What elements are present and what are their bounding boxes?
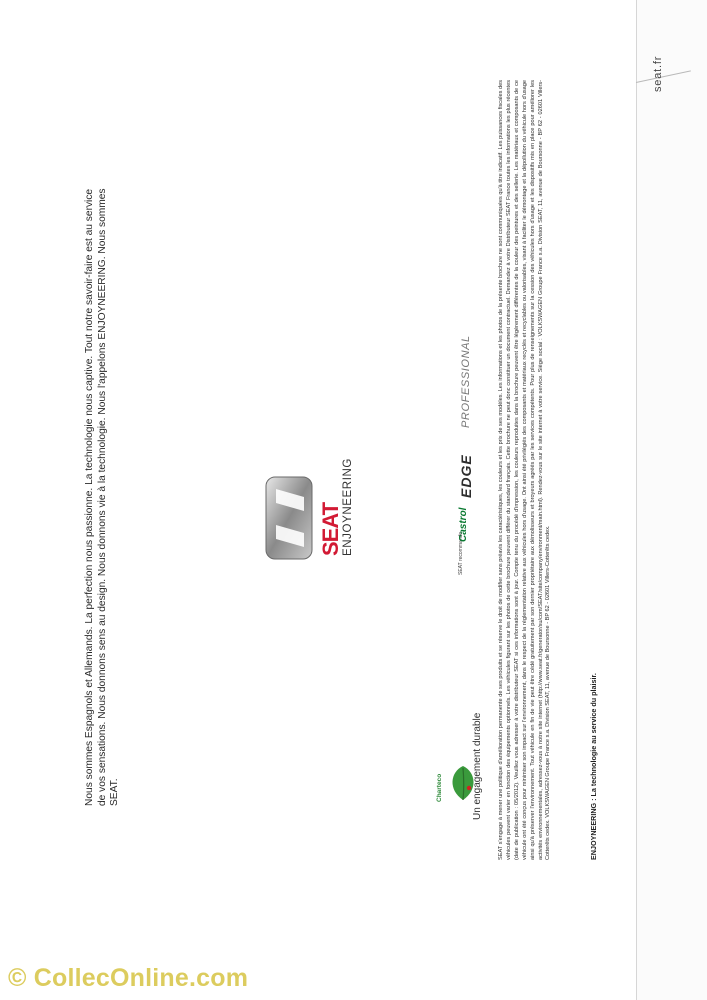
brand-tagline: ENJOYNEERING: [342, 458, 354, 556]
intro-text: Nous sommes Espagnols et Allemands. La perfection nous passionne. La technologie nous captive. Tout notre savoir-faire est au service de vos sensations. Nous donnons sens au design. Nous donnons vie à la technologie. Nous l'appelons ENJOYNEERING. Nous sommes SEAT.: [84, 188, 120, 806]
slogan-text: ENJOYNEERING : La technologie au service du plaisir.: [589, 673, 598, 860]
seat-logo-icon: [262, 467, 326, 603]
partner-label: SEAT recommande: [458, 531, 464, 575]
legal-text: SEAT s'engage à mener une politique d'amélioration permanente de ses produits et se réserve le droit de modifier sans préavis les caractéristiques, les couleurs et les prix de ses modèles. Les informations et les photos de la présente brochure ne sont communiquées qu'à titre indicatif. Les puissances fiscales des véhicules peuvent varier en fonction des équipements optionnels. Les véhicules figurant sur les photos de cette brochure peuvent différer du standard français. Cette brochure ne peut donc constituer un document contractuel. Demandez à votre Distributeur SEAT France toutes les informations les plus récentes (date de publication : 05/2012). Veuillez vous adresser à votre distributeur SEAT si ces informations sont à jour. Compte tenu du procédé d'impression, les couleurs reproduites dans la brochure peuvent être légèrement différentes de la couleur des peintures et des sellerie. Les matériaux et composants de ce véhicule ont été conçus pour minimiser son impact sur l'environnement, dans le respect de la réglementation relative aux véhicules hors d'usage. Ont ainsi été privilégiés des composants et matériaux recyclés et recyclables ou valorisables, visant à faciliter le démontage et la dépollution du véhicule hors d'usage ainsi qu'à préserver l'environnement. Tout véhicule en fin de vie peut être cédé gratuitement par son dernier propriétaire aux démolisseurs et broyeurs agréés par les services compétents. Pour plus de renseignements sur la cession des véhicules hors d'usage et les dispositifs mis en place pour améliorer les activités environnementales, adressez-vous à notre site internet (http://www.seat.fr/generator/su/com/SEAT/site/company/environment/main.html). Rendez-vous sur le site internet à votre service. Siège social : VOLKSWAGEN Groupe France s.a. Division SEAT, 11, avenue de Boursonne - BP 62 - 02601 Villers-Cotterêts cedex. VOLKSWAGEN Groupe France s.a. Division SEAT, 11, avenue de Boursonne - BP 62 - 02601 Villers-Cotterêts cedex.: [498, 80, 552, 860]
charteco-label: Charteco: [436, 773, 443, 802]
edge-logo: EDGE: [458, 454, 474, 498]
watermark-text: © CollecOnline.com: [8, 964, 249, 992]
castrol-logo: Castrol: [458, 507, 469, 542]
engagement-label: Un engagement durable: [472, 712, 483, 820]
brand-name: SEAT: [318, 502, 343, 556]
site-label: seat.fr: [652, 55, 664, 92]
page-edge: [636, 0, 707, 1000]
professional-label: PROFESSIONAL: [460, 335, 472, 428]
